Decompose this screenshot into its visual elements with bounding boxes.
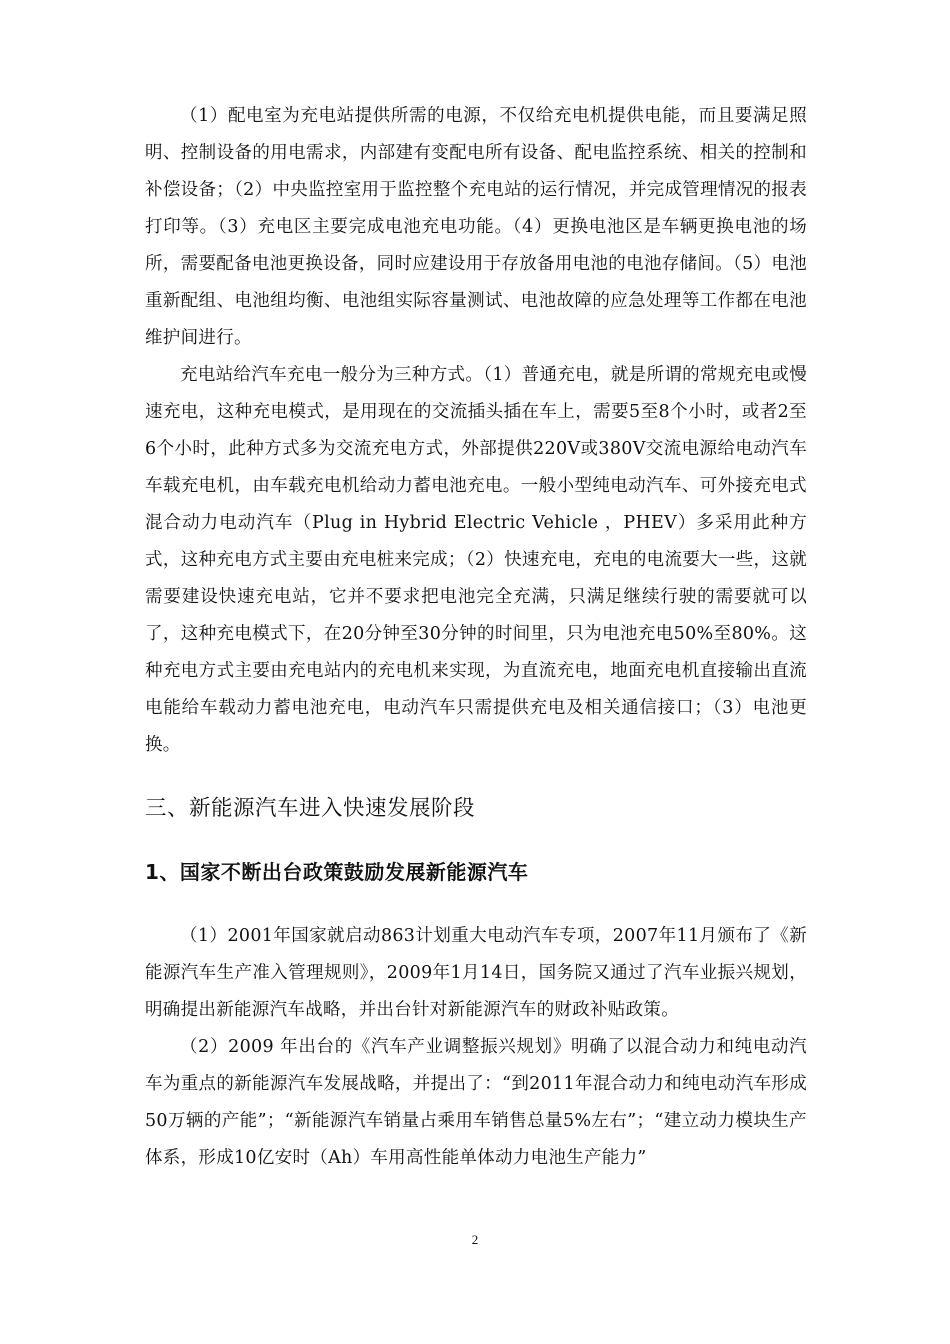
section-heading: 三、新能源汽车进入快速发展阶段 [145, 796, 476, 821]
paragraph-charging-station-areas: （1）配电室为充电站提供所需的电源，不仅给充电机提供电能，而且要满足照明、控制设备的用电需求，内部建有变配电所有设备、配电监控系统、相关的控制和补偿设备；（2）中央监控室用于监控整个充电站的运行情况，并完成管理情况的报表打印等。（3）充电区主要完成电池充电功能。（4）更换电池区是车辆更换电池的场所，需要配备电池更换设备，同时应建设用于存放备用电池的电池存储间。（5）电池重新配组、电池组均衡、电池组实际容量测试、电池故障的应急处理等工作都在电池维护间进行。 [145, 106, 807, 348]
document-body [145, 98, 807, 1177]
subsection-heading: 1、国家不断出台政策鼓励发展新能源汽车 [145, 860, 529, 884]
paragraph-policy-2001: （1）2001年国家就启动863计划重大电动汽车专项，2007年11月颁布了《新能源汽车生产准入管理规则》，2009年1月14日，国务院又通过了汽车业振兴规划，明确提出新能源汽车战略，并出台针对新能源汽车的财政补贴政策。 [145, 926, 807, 1020]
paragraph-charging-methods: 充电站给汽车充电一般分为三种方式。（1）普通充电，就是所谓的常规充电或慢速充电，这种充电模式，是用现在的交流插头插在车上，需要5至8个小时，或者2至6个小时，此种方式多为交流充电方式，外部提供220V或380V交流电源给电动汽车车载充电机，由车载充电机给动力蓄电池充电。一般小型纯电动汽车、可外接充电式混合动力电动汽车（Plug in Hybrid Electric Vehicle ，PHEV）多采用此种方式，这种充电方式主要由充电桩来完成；（2）快速充电，充电的电流要大一些，这就需要建设快速充电站，它并不要求把电池完全充满，只满足继续行驶的需要就可以了，这种充电模式下，在20分钟至30分钟的时间里，只为电池充电50%至80%。这种充电方式主要由充电站内的充电机来实现，为直流充电，地面充电机直接输出直流电能给车载动力蓄电池充电，电动汽车只需提供充电及相关通信接口；（3）电池更换。 [145, 365, 807, 755]
paragraph-policy-2009: （2）2009 年出台的《汽车产业调整振兴规划》明确了以混合动力和纯电动汽车为重点的新能源汽车发展战略，并提出了：“到2011年混合动力和纯电动汽车形成50万辆的产能”；“新能源汽车销量占乘用车销售总量5%左右”；“建立动力模块生产体系，形成10亿安时（Ah）车用高性能单体动力电池生产能力” [145, 1037, 807, 1168]
page-number: 2 [471, 1232, 479, 1247]
